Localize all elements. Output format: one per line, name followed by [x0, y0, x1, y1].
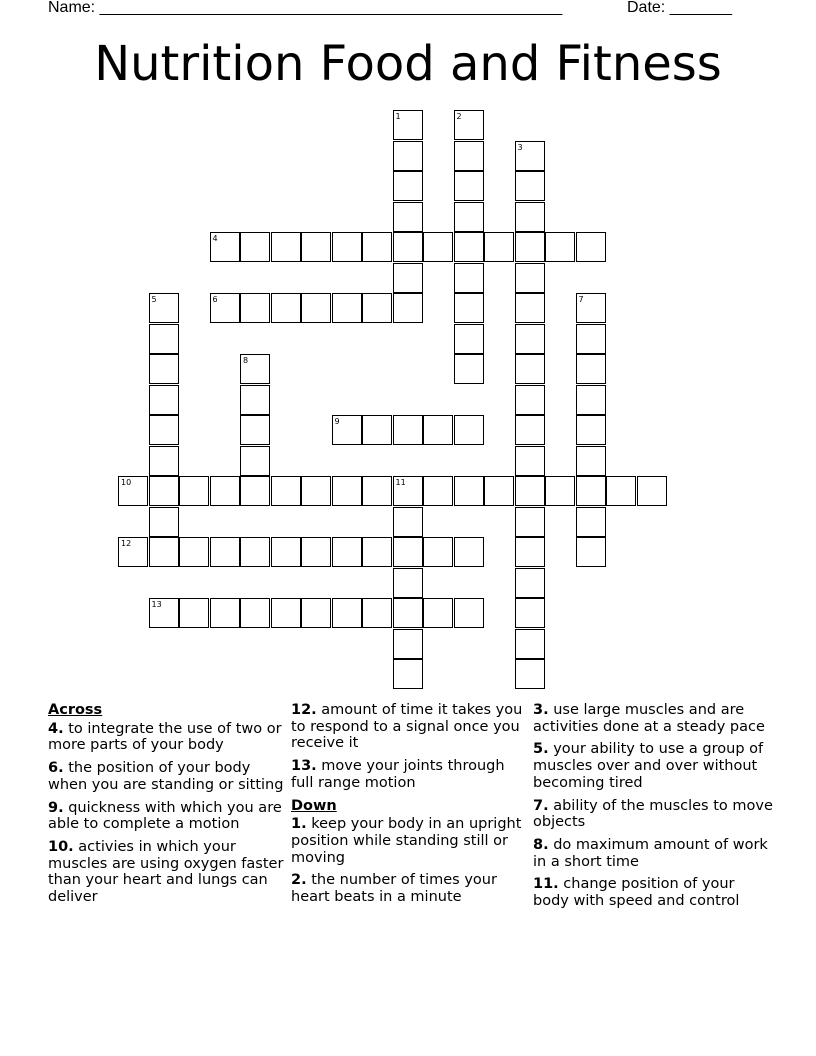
grid-cell[interactable]: [149, 476, 179, 506]
grid-cell[interactable]: [576, 324, 606, 354]
page-title: Nutrition Food and Fitness: [94, 36, 722, 92]
grid-cell[interactable]: [393, 629, 423, 659]
grid-cell[interactable]: [393, 598, 423, 628]
grid-cell[interactable]: [393, 110, 423, 140]
grid-cell[interactable]: [454, 202, 484, 232]
grid-cell[interactable]: [576, 446, 606, 476]
clue-number-label: 11.: [533, 876, 559, 893]
grid-cell[interactable]: [454, 537, 484, 567]
clue-number-label: 13.: [291, 758, 317, 775]
grid-cell[interactable]: [423, 476, 453, 506]
clue-item: [291, 816, 527, 866]
clue-number-label: 4.: [48, 720, 64, 737]
clue-item: [48, 800, 284, 833]
clue-number-label: 9.: [48, 799, 64, 816]
clue-number-label: 8.: [533, 836, 549, 853]
grid-cell[interactable]: [393, 232, 423, 262]
clue-number-label: 2.: [291, 872, 307, 889]
clue-item: [533, 702, 773, 735]
clue-item: [291, 702, 527, 752]
clue-number-label: 10.: [48, 838, 74, 855]
clue-number: 2: [456, 112, 462, 121]
grid-cell[interactable]: [393, 537, 423, 567]
grid-cell[interactable]: [454, 293, 484, 323]
clue-number: 8: [243, 356, 249, 365]
grid-cell[interactable]: [240, 293, 270, 323]
grid-cell[interactable]: [515, 232, 545, 262]
grid-cell[interactable]: [271, 537, 301, 567]
clue-item: [48, 760, 284, 793]
grid-cell[interactable]: [240, 354, 270, 384]
clue-item: [291, 758, 527, 791]
grid-cell[interactable]: [393, 568, 423, 598]
grid-cell[interactable]: [271, 232, 301, 262]
clue-item: [533, 741, 773, 791]
grid-cell[interactable]: [240, 537, 270, 567]
clue-text: move your joints through full range motion: [291, 758, 505, 791]
grid-cell[interactable]: [240, 415, 270, 445]
grid-cell[interactable]: [149, 385, 179, 415]
grid-cell[interactable]: [271, 476, 301, 506]
grid-cell[interactable]: [393, 293, 423, 323]
grid-cell[interactable]: [332, 537, 362, 567]
clue-text: ability of the muscles to move objects: [533, 797, 773, 831]
grid-cell[interactable]: [149, 598, 179, 628]
grid-cell[interactable]: [545, 232, 575, 262]
grid-cell[interactable]: [149, 293, 179, 323]
clue-number: 10: [121, 478, 132, 487]
clue-text: change position of your body with speed and control: [533, 876, 740, 910]
grid-cell[interactable]: [118, 476, 148, 506]
clue-number-label: 3.: [533, 702, 549, 718]
clue-item: [533, 798, 773, 831]
clue-number-label: 6.: [48, 760, 64, 777]
grid-cell[interactable]: [240, 446, 270, 476]
clues-column-2: [291, 702, 527, 912]
grid-cell[interactable]: [332, 598, 362, 628]
name-field[interactable]: Name: ____________________________________________________: [48, 0, 563, 16]
clue-text: your ability to use a group of muscles over and over without becoming tired: [533, 741, 764, 791]
grid-cell[interactable]: [271, 598, 301, 628]
grid-cell[interactable]: [301, 232, 331, 262]
grid-cell[interactable]: [454, 171, 484, 201]
grid-cell[interactable]: [515, 659, 545, 689]
grid-cell[interactable]: [454, 415, 484, 445]
grid-cell[interactable]: [454, 354, 484, 384]
clue-item: [48, 721, 284, 754]
grid-cell[interactable]: [362, 537, 392, 567]
clue-number: 3: [517, 142, 523, 152]
clue-text: do maximum amount of work in a short time: [533, 836, 768, 870]
grid-cell[interactable]: [149, 324, 179, 354]
grid-cell[interactable]: [149, 354, 179, 384]
clues-column-1: [48, 702, 284, 912]
grid-cell[interactable]: [454, 263, 484, 293]
grid-cell[interactable]: [393, 507, 423, 537]
grid-cell[interactable]: [576, 385, 606, 415]
clue-number: 1: [395, 112, 401, 121]
grid-cell[interactable]: [484, 232, 514, 262]
clue-number-label: 5.: [533, 741, 549, 758]
grid-cell[interactable]: [393, 171, 423, 201]
grid-cell[interactable]: [393, 202, 423, 232]
grid-cell[interactable]: [454, 232, 484, 262]
grid-cell[interactable]: [210, 537, 240, 567]
clue-number-label: 12.: [291, 702, 317, 718]
grid-cell[interactable]: [393, 263, 423, 293]
clue-text: amount of time it takes you to respond to a signal once you receive it: [291, 702, 523, 752]
grid-cell[interactable]: [210, 232, 240, 262]
grid-cell[interactable]: [332, 415, 362, 445]
clue-number: 4: [212, 234, 218, 243]
grid-cell[interactable]: [423, 537, 453, 567]
grid-cell[interactable]: [576, 507, 606, 537]
clue-text: the position of your body when you are standing or sitting: [48, 760, 284, 793]
grid-cell[interactable]: [454, 598, 484, 628]
section-heading: Down: [291, 797, 337, 814]
grid-cell[interactable]: [606, 476, 636, 506]
grid-cell[interactable]: [149, 507, 179, 537]
clue-item: [48, 839, 284, 906]
grid-cell[interactable]: [545, 476, 575, 506]
clue-number: 11: [395, 478, 406, 487]
grid-cell[interactable]: [362, 232, 392, 262]
grid-cell[interactable]: [362, 598, 392, 628]
grid-cell[interactable]: [149, 415, 179, 445]
grid-cell[interactable]: [210, 476, 240, 506]
grid-cell[interactable]: [576, 232, 606, 262]
clue-item: [533, 876, 773, 909]
clue-text: to integrate the use of two or more parts of your body: [48, 720, 282, 754]
grid-cell[interactable]: [332, 293, 362, 323]
grid-cell[interactable]: [576, 537, 606, 567]
grid-cell[interactable]: [179, 598, 209, 628]
grid-cell[interactable]: [484, 476, 514, 506]
grid-cell[interactable]: [149, 446, 179, 476]
grid-cell[interactable]: [393, 141, 423, 171]
grid-cell[interactable]: [454, 476, 484, 506]
clue-text: the number of times your heart beats in a minute: [291, 872, 497, 906]
date-field[interactable]: Date: _______: [627, 0, 732, 16]
grid-cell[interactable]: [240, 232, 270, 262]
clues-column-3: [533, 702, 773, 916]
grid-cell[interactable]: [210, 293, 240, 323]
grid-cell[interactable]: [515, 598, 545, 628]
grid-cell[interactable]: [576, 293, 606, 323]
grid-cell[interactable]: [362, 293, 392, 323]
clue-number: 9: [334, 417, 340, 426]
grid-cell[interactable]: [240, 385, 270, 415]
grid-cell[interactable]: [515, 629, 545, 659]
grid-cell[interactable]: [515, 293, 545, 323]
clue-number: 13: [151, 600, 162, 609]
grid-cell[interactable]: [515, 446, 545, 476]
grid-cell[interactable]: [423, 232, 453, 262]
grid-cell[interactable]: [515, 415, 545, 445]
clue-text: quickness with which you are able to complete a motion: [48, 799, 282, 833]
grid-cell[interactable]: [515, 171, 545, 201]
clue-item: [291, 872, 527, 905]
grid-cell[interactable]: [301, 293, 331, 323]
grid-cell[interactable]: [454, 141, 484, 171]
grid-cell[interactable]: [240, 476, 270, 506]
grid-cell[interactable]: [515, 263, 545, 293]
grid-cell[interactable]: [393, 415, 423, 445]
grid-cell[interactable]: [301, 598, 331, 628]
grid-cell[interactable]: [576, 415, 606, 445]
grid-cell[interactable]: [515, 354, 545, 384]
grid-cell[interactable]: [301, 537, 331, 567]
grid-cell[interactable]: [515, 568, 545, 598]
grid-cell[interactable]: [515, 537, 545, 567]
grid-cell[interactable]: [515, 202, 545, 232]
grid-cell[interactable]: [210, 598, 240, 628]
grid-cell[interactable]: [454, 324, 484, 354]
grid-cell[interactable]: [362, 415, 392, 445]
clue-text: activies in which your muscles are using oxygen faster than your heart and lungs can deliver: [48, 838, 284, 906]
grid-cell[interactable]: [393, 476, 423, 506]
grid-cell[interactable]: [515, 507, 545, 537]
grid-cell[interactable]: [393, 659, 423, 689]
grid-cell[interactable]: [362, 476, 392, 506]
grid-cell[interactable]: [515, 385, 545, 415]
grid-cell[interactable]: [149, 537, 179, 567]
grid-cell[interactable]: [423, 598, 453, 628]
grid-cell[interactable]: [332, 232, 362, 262]
clue-text: use large muscles and are activities done at a steady pace: [533, 702, 765, 735]
clue-number: 7: [578, 295, 584, 304]
grid-cell[interactable]: [271, 293, 301, 323]
grid-cell[interactable]: [515, 141, 545, 171]
grid-cell[interactable]: [454, 110, 484, 140]
clue-item: [533, 837, 773, 870]
grid-cell[interactable]: [515, 476, 545, 506]
clue-number: 6: [212, 295, 218, 304]
grid-cell[interactable]: [179, 537, 209, 567]
clue-number: 5: [151, 295, 157, 304]
grid-cell[interactable]: [515, 324, 545, 354]
clue-number-label: 1.: [291, 816, 307, 833]
grid-cell[interactable]: [332, 476, 362, 506]
grid-cell[interactable]: [301, 476, 331, 506]
grid-cell[interactable]: [118, 537, 148, 567]
grid-cell[interactable]: [576, 354, 606, 384]
grid-cell[interactable]: [423, 415, 453, 445]
grid-cell[interactable]: [179, 476, 209, 506]
clue-text: keep your body in an upright position while standing still or moving: [291, 816, 522, 866]
section-heading: Across: [48, 702, 103, 718]
clue-number-label: 7.: [533, 797, 549, 814]
grid-cell[interactable]: [240, 598, 270, 628]
clue-number: 12: [121, 539, 132, 548]
grid-cell[interactable]: [576, 476, 606, 506]
grid-cell[interactable]: [637, 476, 667, 506]
